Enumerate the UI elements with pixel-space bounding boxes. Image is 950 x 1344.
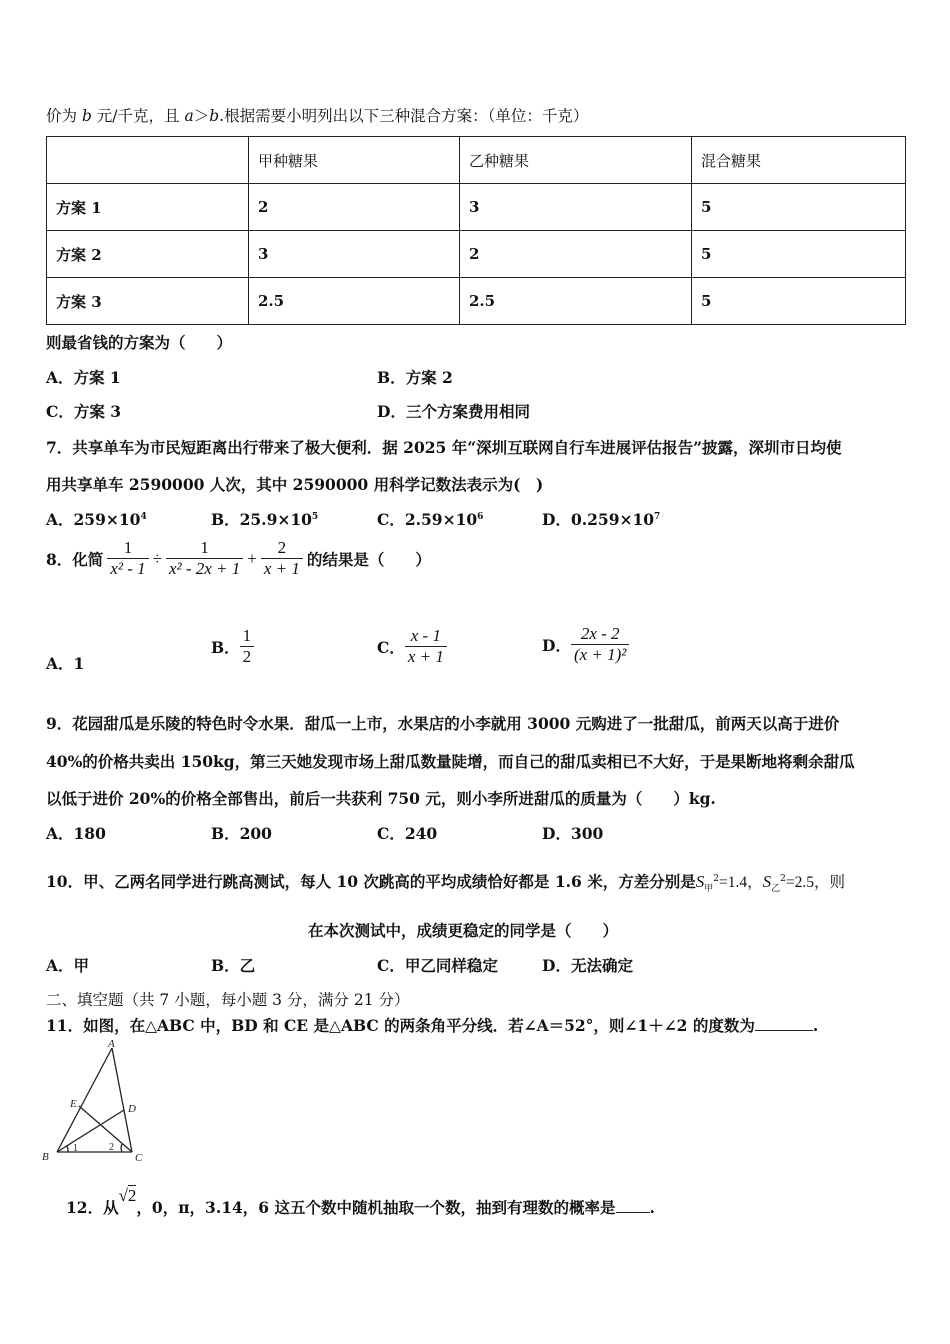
variance-symbol: S — [695, 872, 705, 891]
angle-2-arc — [121, 1144, 122, 1152]
var-b: b — [81, 107, 92, 125]
numerator: 1 — [123, 538, 133, 557]
q9-option-a: A．180 — [46, 824, 106, 843]
answer-blank[interactable] — [755, 1030, 813, 1031]
table-cell: 5 — [692, 231, 906, 278]
q6-option-d: D．三个方案费用相同 — [377, 402, 530, 421]
q10-option-b: B．乙 — [211, 956, 256, 975]
period: . — [649, 1198, 655, 1217]
q8-option-a — [46, 652, 84, 674]
gt-sign: ＞ — [193, 107, 210, 125]
table-header-cell: 混合糖果 — [692, 137, 906, 184]
table-cell: 方案 1 — [47, 184, 249, 231]
angle-1-arc — [67, 1146, 68, 1152]
table-cell: 2.5 — [460, 278, 692, 325]
exponent: 7 — [654, 511, 661, 522]
option-label: B． — [211, 637, 240, 657]
sqrt-expression — [119, 1186, 137, 1206]
var-b: b — [209, 107, 220, 125]
denominator: x² - 1 — [107, 558, 148, 579]
table-cell: 方案 2 — [47, 231, 249, 278]
subscript: 乙 — [771, 884, 781, 895]
q9-line3: 以低于进价 20%的价格全部售出，前后一共获利 750 元，则小李所进甜瓜的质量为（ ）kg. — [46, 789, 716, 808]
fraction — [107, 538, 148, 579]
exponent: 4 — [140, 511, 147, 522]
q11-stem — [46, 1014, 818, 1036]
q12-label: 12．从 — [66, 1198, 119, 1217]
q10-line2: 在本次测试中，成绩更稳定的同学是（ ） — [308, 921, 619, 940]
table-row — [47, 278, 906, 325]
table-cell: 5 — [692, 278, 906, 325]
variance-value: =2.5，则 — [785, 874, 845, 891]
fraction — [240, 626, 255, 667]
q7-option-a — [46, 508, 147, 530]
table-row — [47, 231, 906, 278]
label-a: A — [108, 1040, 115, 1050]
q6-option-a: A．方案 1 — [46, 368, 121, 387]
q11-text: 11．如图，在△ABC 中，BD 和 CE 是△ABC 的两条角平分线．若∠A＝52°，则∠1＋∠2 的度数为 — [46, 1016, 755, 1035]
period: . — [812, 1016, 819, 1035]
answer-blank[interactable] — [616, 1212, 650, 1213]
q8-option-c — [377, 626, 447, 667]
numerator: 2 — [277, 538, 287, 557]
table-header-cell — [47, 137, 249, 184]
option-label: C．2.59×10 — [377, 510, 478, 529]
numerator: 2x - 2 — [580, 624, 620, 643]
denominator: 2 — [240, 646, 255, 667]
q6-option-c: C．方案 3 — [46, 402, 122, 421]
denominator: x + 1 — [405, 646, 447, 667]
side-ab — [57, 1048, 112, 1152]
label-angle-2: 2 — [109, 1142, 114, 1153]
radicand: 2 — [127, 1186, 137, 1205]
option-label: D．0.259×10 — [542, 510, 655, 529]
q10-text: 10．甲、乙两名同学进行跳高测试，每人 10 次跳高的平均成绩恰好都是 1.6 米，方差分别是 — [46, 872, 696, 891]
label-b: B — [42, 1151, 49, 1163]
table-cell: 2 — [460, 231, 692, 278]
q6-stem: 则最省钱的方案为（ ） — [46, 333, 233, 352]
table-header-cell: 甲种糖果 — [249, 137, 460, 184]
variance-symbol: S — [762, 872, 772, 891]
intro-text: 价为 — [46, 107, 82, 125]
exponent: 2 — [713, 873, 719, 884]
intro-text: 元/千克，且 — [91, 107, 185, 125]
q12-stem — [66, 1186, 655, 1218]
variance-value: =1.4， — [718, 874, 763, 891]
q8-option-d — [542, 624, 629, 665]
exponent: 6 — [477, 511, 484, 522]
q7-option-b — [211, 508, 318, 530]
numerator: 1 — [242, 626, 252, 645]
numerator: 1 — [200, 538, 209, 557]
var-a: a — [184, 107, 194, 125]
q9-option-d: D．300 — [542, 824, 604, 843]
intro-line — [46, 104, 588, 126]
q8-option-b — [211, 626, 254, 667]
q12-text: ，0，π，3.14，6 这五个数中随机抽取一个数，抽到有理数的概率是 — [136, 1198, 616, 1217]
label-c: C — [135, 1152, 143, 1164]
numerator: x - 1 — [410, 626, 441, 645]
q9-option-b: B．200 — [211, 824, 272, 843]
denominator: (x + 1)² — [571, 644, 629, 665]
table-cell: 方案 3 — [47, 278, 249, 325]
q10-option-a: A．甲 — [46, 956, 90, 975]
fraction — [166, 538, 243, 579]
denominator: x + 1 — [261, 558, 303, 579]
q8-stem — [46, 538, 431, 579]
fraction — [261, 538, 303, 579]
option-label: B．25.9×10 — [211, 510, 312, 529]
label-e: E — [70, 1098, 77, 1110]
option-label: A．259×10 — [46, 510, 141, 529]
denominator: x² - 2x + 1 — [166, 558, 243, 579]
table-header-cell: 乙种糖果 — [460, 137, 692, 184]
plus-sign: + — [247, 548, 257, 568]
exponent: 5 — [311, 511, 319, 522]
q10-option-d: D．无法确定 — [542, 956, 633, 975]
fraction — [405, 626, 447, 667]
q7-line1: 7．共享单车为市民短距离出行带来了极大便利．据 2025 年“深圳互联网自行车进展评估报告”披露，深圳市日均使 — [46, 438, 842, 457]
q6-option-b: B．方案 2 — [377, 368, 453, 387]
q7-option-c — [377, 508, 483, 530]
q8-label: 8．化简 — [46, 549, 104, 569]
label-angle-1: 1 — [73, 1143, 78, 1154]
triangle-figure — [40, 1040, 160, 1165]
intro-text: .根据需要小明列出以下三种混合方案：（单位：千克） — [219, 107, 589, 125]
radical-icon: √ — [118, 1186, 128, 1205]
q7-line2: 用共享单车 2590000 人次，其中 2590000 用科学记数法表示为( ) — [46, 475, 544, 494]
q9-line2: 40%的价格共卖出 150kg，第三天她发现市场上甜瓜数量陡增，而自己的甜瓜卖相已不大好，于是果断地将剩余甜瓜 — [46, 752, 855, 771]
divide-sign: ÷ — [152, 548, 162, 568]
q9-option-c: C．240 — [377, 824, 438, 843]
table-cell: 5 — [692, 184, 906, 231]
exponent: 2 — [780, 873, 786, 884]
plan-table — [46, 136, 906, 325]
option-value: 1 — [73, 654, 85, 673]
table-header-row — [47, 137, 906, 184]
option-label: C． — [377, 637, 405, 657]
option-label: A． — [46, 654, 74, 673]
table-cell: 3 — [249, 231, 460, 278]
subscript: 甲 — [704, 884, 714, 895]
section-heading: 二、填空题（共 7 小题，每小题 3 分，满分 21 分） — [46, 991, 410, 1009]
table-cell: 3 — [460, 184, 692, 231]
table-row — [47, 184, 906, 231]
q10-line1 — [46, 870, 845, 894]
label-d: D — [128, 1103, 136, 1115]
q7-option-d — [542, 508, 660, 530]
option-label: D． — [542, 635, 571, 655]
q9-line1: 9．花园甜瓜是乐陵的特色时令水果．甜瓜一上市，水果店的小李就用 3000 元购进了一批甜瓜，前两天以高于进价 — [46, 714, 840, 733]
table-cell: 2 — [249, 184, 460, 231]
q10-option-c: C．甲乙同样稳定 — [377, 956, 498, 975]
table-cell: 2.5 — [249, 278, 460, 325]
fraction — [571, 624, 629, 665]
q8-tail: 的结果是（ ） — [306, 549, 431, 569]
